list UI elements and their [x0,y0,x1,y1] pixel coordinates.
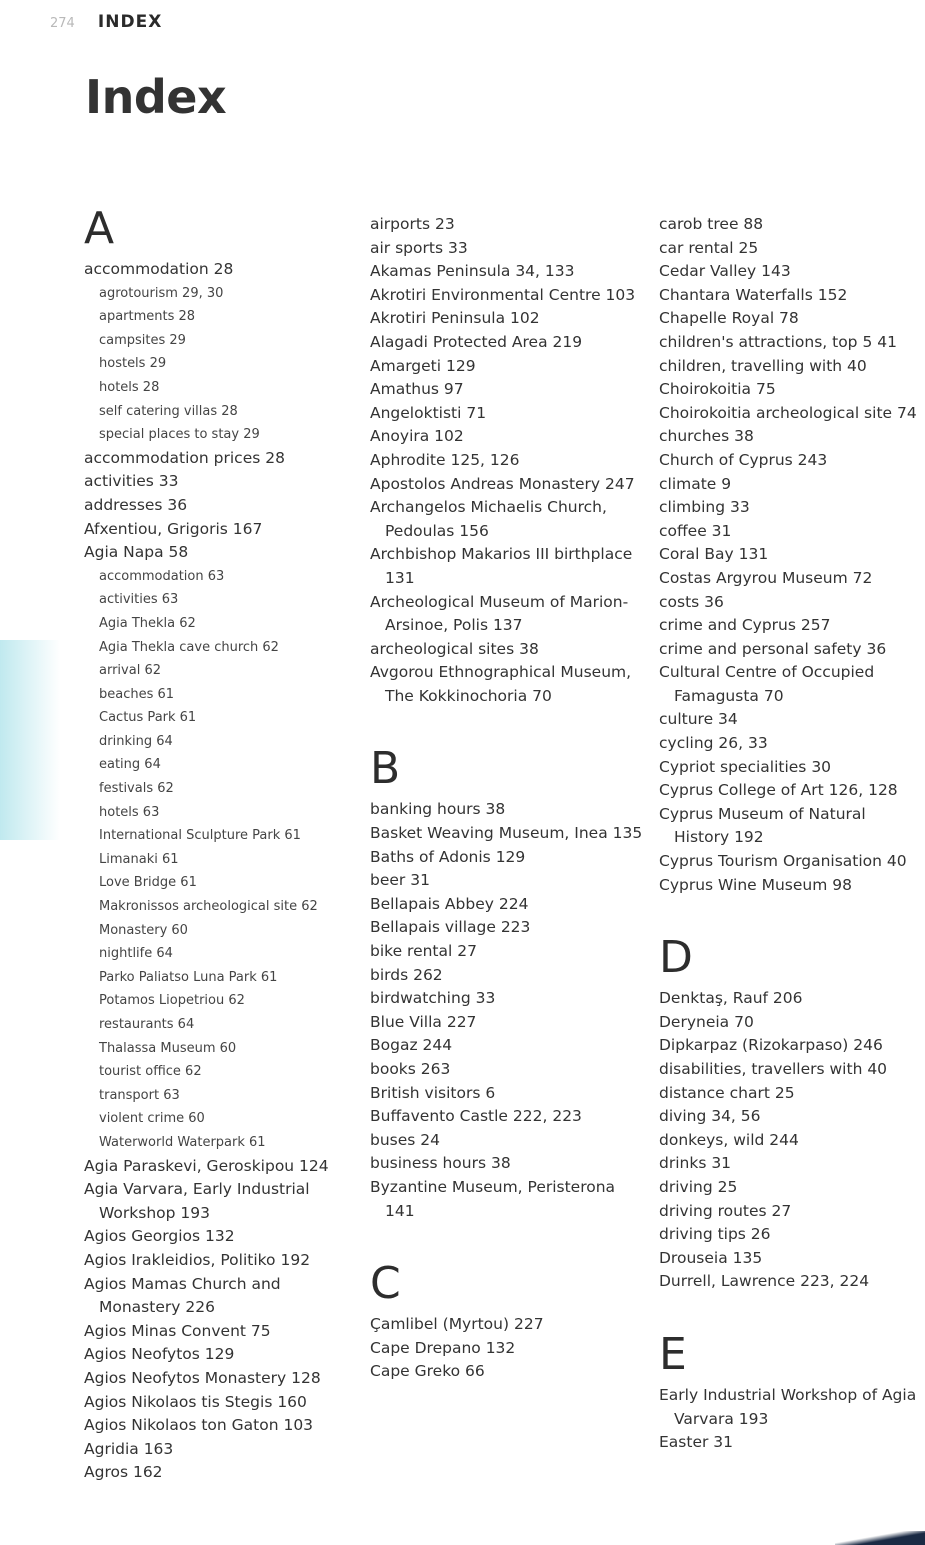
index-entry: Chantara Waterfalls 152 [659,285,848,304]
index-entry: Archbishop Makarios III birthplace 131 [370,545,633,587]
index-entry: buses 24 [370,1130,440,1149]
index-subentry: campsites 29 [99,332,186,348]
index-entry: Agia Paraskevi, Geroskipou 124 [84,1156,329,1175]
index-entry: climbing 33 [659,498,750,517]
section-letter: D [659,932,693,984]
index-entry: Agios Minas Convent 75 [84,1321,271,1340]
index-entry: Archeological Museum of Marion-Arsinoe, Polis 137 [370,592,629,635]
index-subentry: drinking 64 [99,733,173,749]
index-entry: Agios Neofytos 129 [84,1345,235,1364]
index-entry: Akrotiri Environmental Centre 103 [370,285,636,304]
index-entry: driving 25 [659,1177,738,1196]
index-entry: Costas Argyrou Museum 72 [659,568,873,587]
index-entry: Archangelos Michaelis Church, Pedoulas 156 [370,498,607,540]
index-subentry: eating 64 [99,757,161,773]
index-entry: Buffavento Castle 222, 223 [370,1107,582,1126]
index-entry: Early Industrial Workshop of Agia Varvara 193 [659,1385,917,1428]
index-subentry: Parko Paliatso Luna Park 61 [99,969,278,985]
page-corner-shadow [835,1531,925,1545]
index-entry: Easter 31 [659,1433,734,1452]
index-entry: donkeys, wild 244 [659,1130,799,1149]
index-entry: British visitors 6 [370,1083,496,1102]
index-entry: Cape Greko 66 [370,1362,485,1381]
index-entry: Blue Villa 227 [370,1012,477,1031]
index-entry: Bellapais village 223 [370,918,531,937]
index-entry: beer 31 [370,871,430,890]
index-entry: Agros 162 [84,1463,163,1482]
index-entry: Cultural Centre of Occupied Famagusta 70 [659,663,875,705]
index-entry: Cypriot specialities 30 [659,757,832,776]
index-subentry: agrotourism 29, 30 [99,285,224,301]
index-entry: archeological sites 38 [370,639,539,658]
index-entry: accommodation prices 28 [84,448,285,467]
index-entry: Aphrodite 125, 126 [370,450,520,469]
index-entry: Agios Nikolaos tis Stegis 160 [84,1392,307,1411]
index-entry: Akrotiri Peninsula 102 [370,309,540,328]
index-entry: activities 33 [84,472,179,491]
index-entry: birdwatching 33 [370,989,496,1008]
index-entry: banking hours 38 [370,800,506,819]
index-entry: Avgorou Ethnographical Museum, The Kokkinochoria 70 [370,663,632,705]
index-entry: bike rental 27 [370,942,477,961]
index-entry: Agios Mamas Church and Monastery 226 [84,1274,281,1317]
index-entry: accommodation 28 [84,260,234,278]
index-entry: Bogaz 244 [370,1036,453,1055]
index-entry: driving routes 27 [659,1201,792,1220]
index-entry: Agia Napa 58 [84,543,189,562]
index-entry: Cyprus Wine Museum 98 [659,875,852,894]
index-entry: Agridia 163 [84,1439,174,1458]
index-subentry: International Sculpture Park 61 [99,828,301,844]
index-column-3 [659,213,921,1455]
index-subentry: Thalassa Museum 60 [99,1040,237,1056]
index-entry: addresses 36 [84,495,188,514]
index-entry: drinks 31 [659,1154,732,1173]
index-entry: Cyprus College of Art 126, 128 [659,781,898,800]
index-entry: children's attractions, top 5 41 [659,332,897,351]
section-letter: B [370,743,401,795]
index-entry: Bellapais Abbey 224 [370,894,529,913]
index-entry: airports 23 [370,215,455,233]
index-entry: Agios Irakleidios, Politiko 192 [84,1250,311,1269]
index-entry: Drouseia 135 [659,1248,763,1267]
index-subentry: special places to stay 29 [99,427,260,443]
index-subentry: nightlife 64 [99,946,173,962]
index-entry: Cyprus Museum of Natural History 192 [659,804,866,847]
section-letter: C [370,1258,401,1310]
index-entry: Chapelle Royal 78 [659,309,799,328]
running-head [50,12,162,32]
index-subentry: hostels 29 [99,356,167,372]
index-subentry: violent crime 60 [99,1111,205,1127]
index-entry: Basket Weaving Museum, Inea 135 [370,824,643,843]
index-entry: Anoyira 102 [370,427,464,446]
index-subentry: Makronissos archeological site 62 [99,899,318,915]
index-entry: Deryneia 70 [659,1012,754,1031]
index-entry: car rental 25 [659,238,759,257]
index-subentry: Waterworld Waterpark 61 [99,1134,266,1150]
index-entry: Cedar Valley 143 [659,262,791,281]
page-title: Index [85,70,227,124]
index-entry: disabilities, travellers with 40 [659,1060,888,1078]
index-entry: Byzantine Museum, Peristerona 141 [370,1177,616,1220]
index-entry: Alagadi Protected Area 219 [370,332,583,351]
index-subentry: Cactus Park 61 [99,710,197,726]
section-letter: A [84,203,115,254]
index-entry: distance chart 25 [659,1083,795,1102]
index-entry: Baths of Adonis 129 [370,847,526,866]
index-entry: Cyprus Tourism Organisation 40 [659,852,907,871]
index-subentry: restaurants 64 [99,1017,195,1032]
index-entry: Agios Georgios 132 [84,1227,235,1246]
index-entry: churches 38 [659,427,754,446]
index-entry: birds 262 [370,965,443,984]
index-entry: climate 9 [659,474,732,493]
index-subentry: hotels 28 [99,379,160,395]
index-column-2 [370,213,645,1384]
index-entry: coffee 31 [659,521,732,540]
index-entry: Denktaş, Rauf 206 [659,989,803,1008]
index-entry: culture 34 [659,710,738,729]
index-entry: diving 34, 56 [659,1107,761,1126]
index-entry: business hours 38 [370,1154,511,1173]
index-subentry: Limanaki 61 [99,851,179,867]
index-entry: Coral Bay 131 [659,545,769,564]
page-number: 274 [50,16,75,31]
index-entry: books 263 [370,1060,451,1078]
index-entry: Durrell, Lawrence 223, 224 [659,1272,870,1291]
index-subentry: Agia Thekla 62 [99,615,196,631]
index-entry: Çamlibel (Myrtou) 227 [370,1315,544,1334]
index-entry: Church of Cyprus 243 [659,450,828,469]
index-subentry: self catering villas 28 [99,403,238,419]
index-subentry: apartments 28 [99,309,196,325]
index-entry: Choirokoitia archeological site 74 [659,403,917,422]
index-entry: crime and personal safety 36 [659,639,887,658]
index-subentry: arrival 62 [99,663,161,679]
section-letter: E [659,1328,687,1380]
index-entry: Afxentiou, Grigoris 167 [84,519,263,538]
index-subentry: Love Bridge 61 [99,875,197,891]
index-subentry: tourist office 62 [99,1064,202,1080]
index-entry: Akamas Peninsula 34, 133 [370,262,575,281]
index-entry: costs 36 [659,592,724,611]
index-entry: Agia Varvara, Early Industrial Workshop 193 [84,1180,310,1222]
index-entry: Dipkarpaz (Rizokarpaso) 246 [659,1036,883,1055]
index-entry: carob tree 88 [659,215,764,233]
index-entry: Amathus 97 [370,380,464,399]
index-subentry: hotels 63 [99,804,160,820]
index-entry: Agios Neofytos Monastery 128 [84,1368,321,1387]
index-entry: Amargeti 129 [370,356,476,375]
index-entry: driving tips 26 [659,1225,771,1244]
index-entry: Choirokoitia 75 [659,380,776,399]
index-subentry: festivals 62 [99,781,174,797]
index-subentry: transport 63 [99,1087,180,1103]
index-entry: crime and Cyprus 257 [659,616,831,635]
index-entry: Angeloktisti 71 [370,403,487,422]
index-entry: Agios Nikolaos ton Gaton 103 [84,1416,314,1435]
index-entry: Cape Drepano 132 [370,1338,516,1357]
index-entry: cycling 26, 33 [659,734,768,753]
running-title: INDEX [97,12,163,32]
index-entry: children, travelling with 40 [659,356,867,375]
index-column-1 [84,198,359,1485]
index-subentry: Agia Thekla cave church 62 [99,639,279,655]
index-entry: Apostolos Andreas Monastery 247 [370,474,635,493]
page-edge-tint [0,640,60,840]
index-subentry: Potamos Liopetriou 62 [99,993,245,1009]
index-subentry: activities 63 [99,592,179,608]
index-subentry: accommodation 63 [99,568,225,584]
index-entry: air sports 33 [370,238,468,257]
index-subentry: beaches 61 [99,686,175,702]
index-subentry: Monastery 60 [99,922,188,938]
